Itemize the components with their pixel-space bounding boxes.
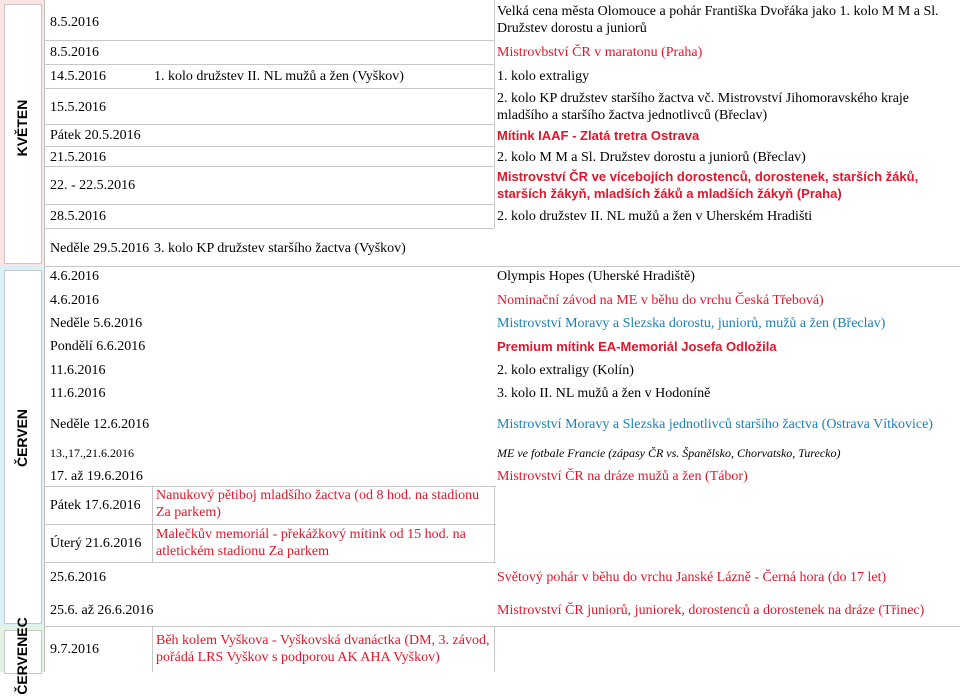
row-event: 2. kolo družstev II. NL mužů a žen v Uherském Hradišti <box>497 209 813 224</box>
grid-line <box>44 40 494 41</box>
row-event: Mistrovství ČR ve vícebojích dorostenců, dorostenek, starších žáků, starších žákyň, mladších žáků a mladších žákyň (Praha) <box>497 169 919 201</box>
grid-line <box>44 64 494 65</box>
row-event: Olympis Hopes (Uherské Hradiště) <box>497 269 695 284</box>
grid-line <box>44 124 494 125</box>
row-event: Mistrovství Moravy a Slezska jednotlivců staršího žactva (Ostrava Vítkovice) <box>497 417 933 432</box>
row-event: 3. kolo II. NL mužů a žen v Hodoníně <box>497 386 711 401</box>
row-date: 8.5.2016 <box>50 15 99 30</box>
row-event: Mistrovství Moravy a Slezska dorostu, juniorů, mužů a žen (Břeclav) <box>497 316 886 331</box>
row-date: 14.5.2016 <box>50 69 106 84</box>
row-event: Světový pohár v běhu do vrchu Janské Lázně - Černá hora (do 17 let) <box>497 570 887 585</box>
row-date: Pátek 17.6.2016 <box>50 498 141 513</box>
row-date: 15.5.2016 <box>50 100 106 115</box>
grid-line <box>44 562 496 563</box>
row-date: 11.6.2016 <box>50 386 106 401</box>
row-date: 4.6.2016 <box>50 293 99 308</box>
month-label-june: ČERVEN <box>14 408 30 468</box>
row-date: Úterý 21.6.2016 <box>50 536 142 551</box>
row-event: 1. kolo extraligy <box>497 69 590 84</box>
row-date: 11.6.2016 <box>50 363 106 378</box>
row-mid: Malečkův memoriál - překážkový mítink od 15 hod. na atletickém stadionu Za parkem <box>156 527 466 559</box>
row-date: 25.6.2016 <box>50 570 106 585</box>
grid-line <box>44 166 494 167</box>
row-date: Pátek 20.5.2016 <box>50 128 141 143</box>
row-event: Mistrovbství ČR v maratonu (Praha) <box>497 45 703 60</box>
row-mid: 3. kolo KP družstev staršího žactva (Vyškov) <box>154 241 406 256</box>
row-event: 2. kolo extraligy (Kolín) <box>497 363 634 378</box>
row-date: 4.6.2016 <box>50 269 99 284</box>
grid-line <box>152 626 153 672</box>
grid-line <box>44 228 494 229</box>
row-event: Mítink IAAF - Zlatá tretra Ostrava <box>497 128 700 143</box>
row-date: 28.5.2016 <box>50 209 106 224</box>
grid-line <box>44 88 494 89</box>
grid-line <box>44 524 496 525</box>
row-date: 9.7.2016 <box>50 642 99 657</box>
row-event: Mistrovství ČR juniorů, juniorek, dorostenců a dorostenek na dráze (Třinec) <box>497 603 925 618</box>
month-label-july: ČERVENEC <box>14 617 30 695</box>
row-date: Neděle 5.6.2016 <box>50 316 143 331</box>
row-date: Neděle 12.6.2016 <box>50 417 150 432</box>
row-event: Mistrovství ČR na dráze mužů a žen (Tábor) <box>497 469 748 484</box>
grid-line <box>494 0 495 228</box>
row-event: 2. kolo KP družstev staršího žactva vč. Mistrovství Jihomoravského kraje mladšího a staršího žactva jednotlivců (Břeclav) <box>497 91 910 123</box>
grid-line <box>44 266 960 267</box>
row-event: Premium mítink EA-Memoriál Josefa Odložila <box>497 339 777 354</box>
row-date: 13.,17.,21.6.2016 <box>50 446 134 460</box>
row-date: 25.6. až 26.6.2016 <box>50 603 154 618</box>
row-mid: Běh kolem Vyškova - Vyškovská dvanáctka (DM, 3. závod, pořádá LRS Vyškov s podporou AK AHA Vyškov) <box>156 633 490 665</box>
grid-line <box>44 626 960 627</box>
row-event: Velká cena města Olomouce a pohár Františka Dvořáka jako 1. kolo M M a Sl. Družstev dorostu a juniorů <box>497 4 939 36</box>
row-event: Nominační závod na ME v běhu do vrchu Česká Třebová) <box>497 293 824 308</box>
row-event: ME ve fotbale Francie (zápasy ČR vs. Španělsko, Chorvatsko, Turecko) <box>497 446 841 460</box>
row-mid: Nanukový pětiboj mladšího žactva (od 8 hod. na stadionu Za parkem) <box>156 488 480 520</box>
row-mid: 1. kolo družstev II. NL mužů a žen (Vyškov) <box>154 69 404 84</box>
grid-line <box>494 626 495 672</box>
grid-line <box>44 204 494 205</box>
grid-line <box>44 146 494 147</box>
row-date: 22. - 22.5.2016 <box>50 178 136 193</box>
row-date: Neděle 29.5.2016 <box>50 241 150 256</box>
row-date: Pondělí 6.6.2016 <box>50 339 146 354</box>
row-date: 21.5.2016 <box>50 150 106 165</box>
row-date: 17. až 19.6.2016 <box>50 469 143 484</box>
month-label-may: KVĚTEN <box>14 99 30 157</box>
row-event: 2. kolo M M a Sl. Družstev dorostu a juniorů (Břeclav) <box>497 150 806 165</box>
row-date: 8.5.2016 <box>50 45 99 60</box>
